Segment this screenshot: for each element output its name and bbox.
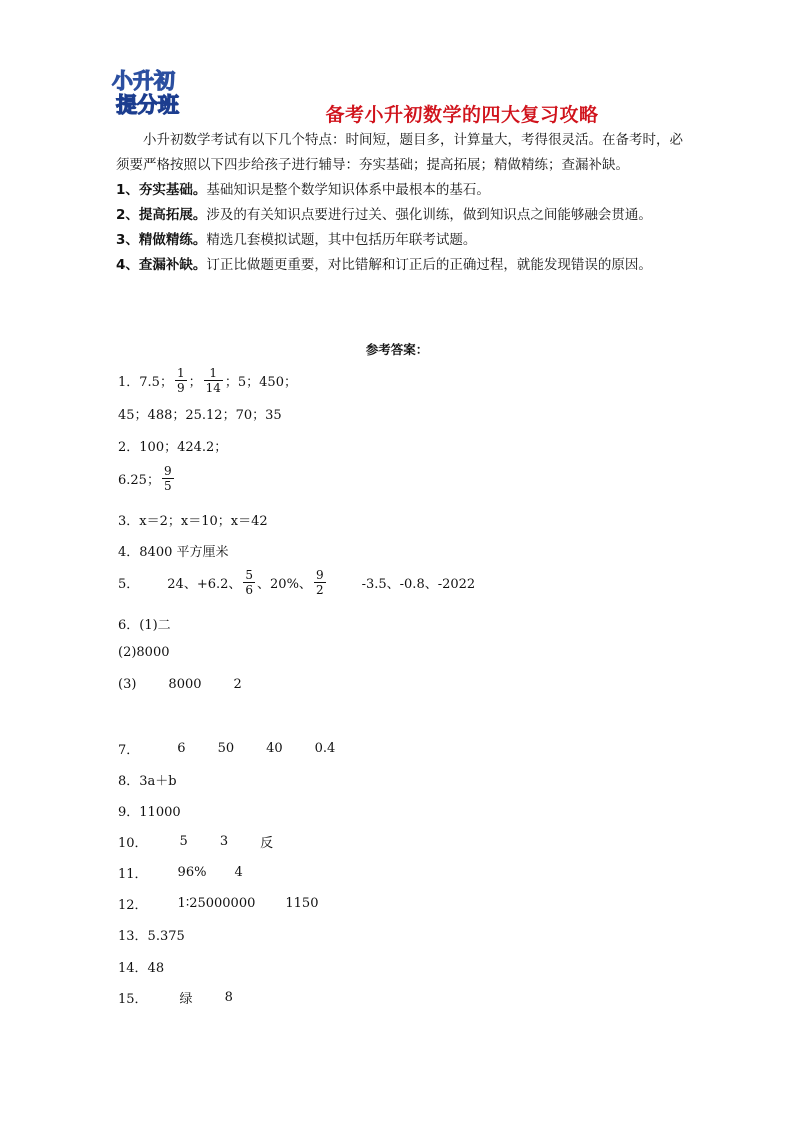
- answer-value: 5: [179, 834, 188, 849]
- answer-1-continued: 45；488；25.12；70；35: [118, 408, 282, 423]
- answer-text: -3.5、-0.8、-2022: [361, 577, 476, 592]
- tip-label: 4、查漏补缺。: [116, 257, 207, 273]
- intro-section: [116, 128, 684, 278]
- tip-text: 订正比做题更重要，对比错解和订正后的正确过程，就能发现错误的原因。: [206, 257, 652, 273]
- answer-number: (3): [118, 677, 137, 692]
- answers-heading: 参考答案：: [365, 342, 429, 357]
- answer-value: 1∶25000000: [177, 896, 256, 911]
- answer-value: 3: [219, 834, 229, 849]
- fraction: [204, 366, 223, 395]
- logo-line-2: 提分班: [116, 93, 179, 117]
- tip-text: 涉及的有关知识点要进行过关、强化训练，做到知识点之间能够融会贯通。: [206, 207, 652, 223]
- answer-6a: 6．(1)二: [118, 618, 171, 633]
- denominator: 14: [205, 381, 221, 395]
- answer-value: 4: [234, 865, 243, 880]
- tip-1: [116, 178, 684, 203]
- numerator: 9: [163, 464, 172, 478]
- answer-value: 0.4: [314, 741, 336, 756]
- answer-13: 13．5.375: [118, 929, 185, 944]
- answer-2: 2．100；424.2；: [118, 440, 228, 455]
- tip-4: [116, 253, 684, 278]
- answer-value: 2: [233, 677, 242, 692]
- answer-15: [118, 988, 233, 1007]
- fraction: [314, 568, 326, 597]
- answer-1: [118, 366, 297, 395]
- answer-text: 24、+6.2、: [167, 577, 242, 592]
- numerator: 1: [176, 366, 185, 380]
- tip-label: 2、提高拓展。: [116, 207, 207, 223]
- intro-paragraph: 小升初数学考试有以下几个特点：时间短，题目多，计算量大，考得很灵活。在备考时，必须要严格按照以下四步给孩子进行辅导：夯实基础；提高拓展；精做精练；查漏补缺。: [116, 132, 683, 173]
- answer-number: 11．: [118, 867, 148, 882]
- answer-value: 6: [177, 741, 186, 756]
- answer-value: 绿: [179, 992, 193, 1007]
- answer-text: ；: [188, 375, 202, 390]
- logo-line-1: 小升初: [112, 69, 175, 93]
- answer-value: 8000: [168, 677, 202, 692]
- answer-4: 4．8400 平方厘米: [118, 545, 229, 560]
- answer-7: [118, 739, 335, 758]
- answer-number: 10．: [118, 836, 148, 851]
- fraction: [243, 568, 255, 597]
- numerator: 1: [209, 366, 218, 380]
- answer-6c: [118, 677, 242, 692]
- answer-text: 、20%、: [257, 577, 312, 592]
- denominator: 5: [163, 479, 172, 493]
- numerator: 9: [315, 568, 324, 582]
- answer-number: 12．: [118, 898, 148, 913]
- tip-label: 1、夯实基础。: [116, 182, 207, 198]
- answer-3: 3．x＝2；x＝10；x＝42: [118, 514, 268, 529]
- tip-label: 3、精做精练。: [116, 232, 207, 248]
- answer-6b: (2)8000: [118, 645, 170, 660]
- answer-text: 1．7.5；: [118, 375, 173, 390]
- tip-text: 基础知识是整个数学知识体系中最根本的基石。: [206, 182, 490, 198]
- denominator: 2: [315, 583, 324, 597]
- answer-9: 9．11000: [118, 805, 181, 820]
- answer-number: 15．: [118, 992, 148, 1007]
- answer-10: [118, 832, 273, 851]
- answer-text: ；5；450；: [224, 375, 297, 390]
- answer-value: 50: [217, 741, 235, 756]
- answer-14: 14．48: [118, 961, 165, 976]
- fraction: [175, 366, 187, 395]
- page-title: [0, 100, 794, 127]
- answer-number: 5．: [118, 577, 140, 592]
- answer-text: 6.25；: [118, 473, 160, 488]
- page-title-text: 备考小升初数学的四大复习攻略: [325, 104, 599, 126]
- answer-2-continued: [118, 464, 176, 493]
- answer-12: [118, 894, 318, 913]
- answer-11: [118, 863, 243, 882]
- answer-value: 40: [266, 741, 283, 756]
- answer-value: 8: [224, 990, 233, 1005]
- answer-value: 反: [260, 836, 274, 851]
- denominator: 6: [245, 583, 254, 597]
- denominator: 9: [176, 381, 185, 395]
- tip-text: 精选几套模拟试题，其中包括历年联考试题。: [206, 232, 477, 248]
- answer-5: [118, 568, 475, 597]
- tip-2: [116, 203, 684, 228]
- answer-value: 1150: [285, 896, 319, 911]
- tip-3: [116, 228, 684, 253]
- answer-8: 8．3a＋b: [118, 774, 177, 789]
- fraction: [162, 464, 174, 493]
- numerator: 5: [245, 568, 254, 582]
- answer-number: 7．: [118, 743, 140, 758]
- answer-value: 96%: [177, 865, 207, 880]
